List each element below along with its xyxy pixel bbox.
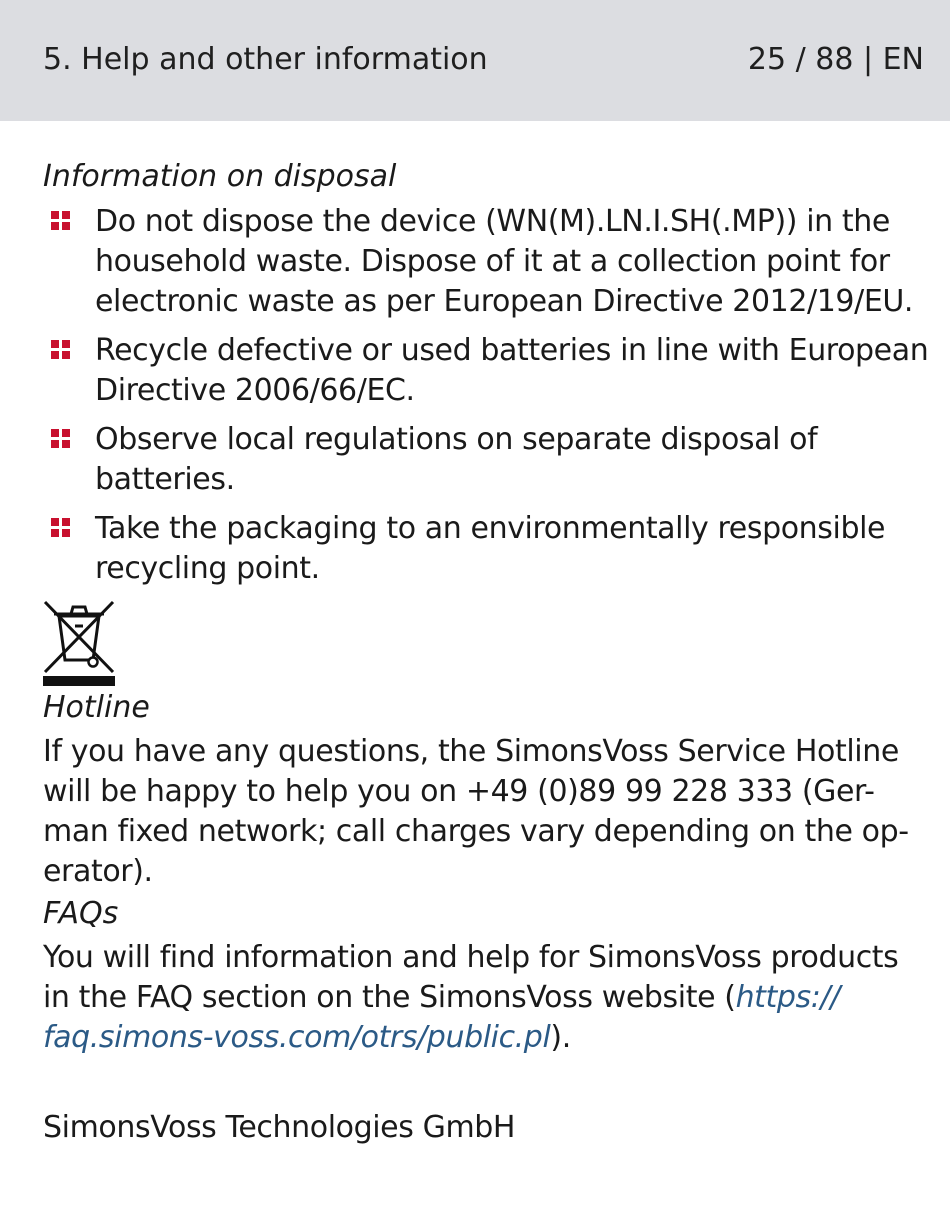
- faqs-text-line: You will find information and help for SimonsVoss products: [43, 940, 899, 975]
- hotline-text-line: will be happy to help you on +49 (0)89 99 228 333 (Ger-: [43, 774, 875, 809]
- four-square-bullet-icon: [51, 211, 71, 231]
- list-item-text: Recycle defective or used batteries in line with European Directive 2006/66/EC.: [95, 333, 929, 408]
- hotline-text-line: If you have any questions, the SimonsVoss Service Hotline: [43, 734, 899, 769]
- faqs-text-line: in the FAQ section on the SimonsVoss website (: [43, 980, 736, 1015]
- company-name: SimonsVoss Technologies GmbH: [43, 1110, 516, 1145]
- crossed-out-wheelie-bin-icon: [43, 598, 115, 686]
- page-indicator: 25 / 88 | EN: [747, 42, 924, 77]
- four-square-bullet-icon: [51, 518, 71, 538]
- section-title: 5. Help and other information: [43, 42, 488, 77]
- list-item-text: Do not dispose the device (WN(M).LN.I.SH(.MP)) in the household waste. Dispose of it at a collection point for electronic waste as per European Directive 2012/19/EU.: [95, 204, 914, 319]
- list-item: [43, 420, 950, 500]
- disposal-list: [43, 202, 950, 589]
- hotline-heading: Hotline: [43, 690, 150, 725]
- hotline-text-line: erator).: [43, 854, 153, 889]
- list-item: [43, 331, 950, 411]
- four-square-bullet-icon: [51, 340, 71, 360]
- disposal-heading: Information on disposal: [43, 159, 397, 194]
- hotline-text: [43, 732, 950, 892]
- hotline-text-line: man fixed network; call charges vary depending on the op-: [43, 814, 909, 849]
- faqs-text-suffix: ).: [550, 1020, 571, 1055]
- faqs-heading: FAQs: [43, 896, 119, 931]
- four-square-bullet-icon: [51, 429, 71, 449]
- list-item: [43, 202, 950, 322]
- page-content: [0, 157, 950, 1148]
- list-item-text: Observe local regulations on separate disposal of batteries.: [95, 422, 818, 497]
- list-item-text: Take the packaging to an environmentally responsible recycling point.: [95, 511, 886, 586]
- page-header: [0, 0, 950, 121]
- faq-link[interactable]: faq.simons-voss.com/otrs/public.pl: [43, 1020, 551, 1055]
- faq-link[interactable]: https://: [735, 980, 840, 1015]
- list-item: [43, 509, 950, 589]
- faqs-text: [43, 938, 950, 1058]
